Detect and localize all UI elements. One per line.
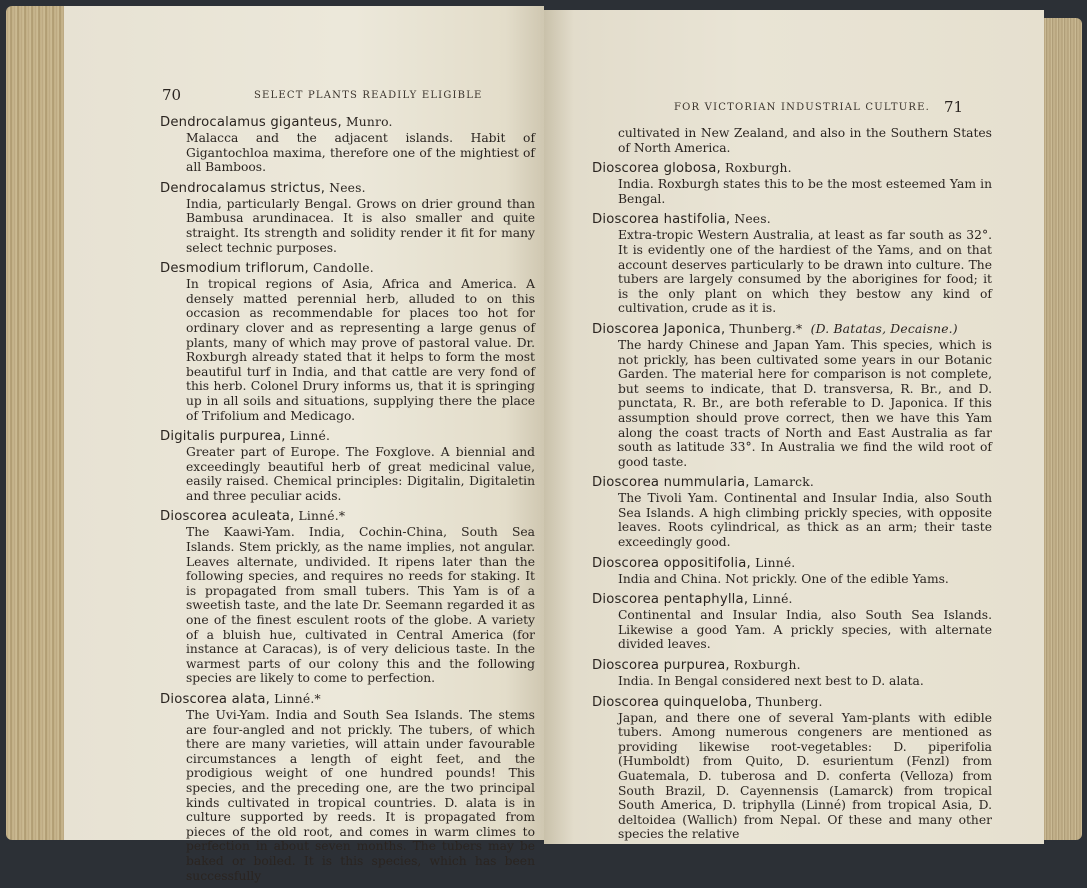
plant-entry: [160, 180, 535, 255]
plant-name: Dioscorea nummularia,: [592, 475, 750, 491]
plant-synonym: (D. Batatas, Decaisne.): [810, 321, 958, 336]
plant-name: Dendrocalamus giganteus,: [160, 115, 342, 130]
plant-description: Continental and Insular India, also South Sea Islands. Likewise a good Yam. A prickly species, with alternate divided leaves.: [618, 608, 992, 652]
plant-authority: Linné.: [750, 555, 796, 570]
plant-name: Dioscorea globosa,: [592, 161, 721, 177]
right-page: [544, 10, 1044, 844]
plant-entry: [592, 657, 992, 689]
plant-description: Extra-tropic Western Australia, at least as far south as 32°. It is evidently one of the hardiest of the Yams, and on that account deserves particularly to be drawn into culture. The tubers are largely consumed by the aborigines for food; it is the only plant on which they bestow any kind of cultivation, crude as it is.: [618, 228, 992, 316]
plant-description: Greater part of Europe. The Foxglove. A biennial and exceedingly beautiful herb of great medicinal value, easily raised. Chemical principles: Digitalin, Digitaletin and three peculiar acids.: [186, 445, 535, 503]
plant-name: Digitalis purpurea,: [160, 429, 286, 445]
plant-authority: Munro.: [341, 115, 393, 129]
page-content: [592, 126, 992, 847]
plant-authority: Linné.: [748, 592, 793, 607]
plant-entry: [592, 555, 992, 587]
plant-name: Dioscorea oppositifolia,: [592, 555, 751, 571]
plant-description: The hardy Chinese and Japan Yam. This species, which is not prickly, has been cultivated some years in our Botanic Garden. The material here for comparison is not complete, but seems to indicate, that D. transversa, R. Br., and D. punctata, R. Br., are both referable to D. Japonica. If this assumption should prove correct, then we have this Yam along the coast tracts of North and East Australia as far south as latitude 33°. In Australia we find the wild root of good taste.: [618, 337, 992, 469]
plant-name: Dioscorea Japonica,: [592, 321, 726, 337]
plant-name: Dioscorea purpurea,: [592, 658, 730, 674]
plant-name: Dioscorea aculeata,: [160, 509, 295, 525]
plant-authority: Linné.: [285, 429, 331, 444]
plant-name: Dioscorea quinqueloba,: [592, 694, 752, 710]
plant-description: The Tivoli Yam. Continental and Insular India, also South Sea Islands. A high climbing prickly species, with opposite leaves. Roots cylindrical, as thick as an arm; their taste exceedingly good.: [618, 491, 992, 550]
plant-entry: [160, 260, 535, 423]
continued-text: cultivated in New Zealand, and also in the Southern States of North America.: [618, 126, 992, 155]
plant-description: India. In Bengal considered next best to D. alata.: [618, 674, 924, 689]
plant-entry: [592, 694, 992, 842]
plant-authority: Nees.: [730, 212, 771, 227]
page-content: [160, 114, 535, 888]
right-page-edges: [1040, 18, 1082, 840]
plant-description: Japan, and there one of several Yam-plants with edible tubers. Among numerous congeners are mentioned as providing likewise root-vegetables: D. piperifolia (Humboldt) from Quito, D. esurientum (Fenzl) from Guatemala, D. tuberosa and D. conferta (Velloza) from South Brazil, D. Cayennensis (Lamarck) from tropical South America, D. triphylla (Linné) from tropical Asia, D. deltoidea (Wallich) from Nepal. Of these and many other species the relative: [618, 710, 992, 842]
plant-name: Dioscorea hastifolia,: [592, 212, 731, 228]
plant-authority: Roxburgh.: [729, 658, 801, 673]
plant-name: Dendrocalamus strictus,: [160, 180, 326, 196]
plant-description: The Uvi-Yam. India and South Sea Islands. The stems are four-angled and not prickly. The tubers, of which there are many varieties, will attain under favourable circumstances a length of eight feet, and the prodigious weight of one hundred pounds! This species, and the preceding one, are the two principal kinds cultivated in tropical countries. D. alata is in culture supported by reeds. It is propagated from pieces of the old root, and comes in warm climes to perfection in about seven months. The tubers may be baked or boiled. It is this species, which has been successfully: [186, 708, 535, 883]
plant-entry: [592, 591, 992, 652]
plant-name: Dioscorea pentaphylla,: [592, 592, 749, 608]
plant-authority: Linné.*: [294, 509, 346, 524]
plant-authority: Lamarck.: [749, 475, 814, 490]
plant-entry: [592, 160, 992, 206]
left-page-edges: [6, 6, 68, 840]
plant-description: The Kaawi-Yam. India, Cochin-China, South Sea Islands. Stem prickly, as the name implies, not angular. Leaves alternate, undivided. It ripens later than the following species, and requires no reeds for staking. It is propagated from small tubers. This Yam is of a sweetish taste, and the late Dr. Seemann regarded it as one of the finest esculent roots of the globe. A variety of a bluish hue, cultivated in Central America (for instance at Caracas), is of very delicious taste. In the warmest parts of our colony this and the following species are likely to come to perfection.: [186, 525, 535, 686]
page-number: 71: [944, 98, 964, 116]
page-number: 70: [162, 86, 182, 104]
plant-authority: Linné.*: [270, 692, 321, 706]
plant-description: India, particularly Bengal. Grows on drier ground than Bambusa arundinacea. It is also smaller and quite straight. Its strength and solidity render it fit for many select technic purposes.: [186, 196, 535, 255]
plant-authority: Candolle.: [308, 261, 374, 276]
plant-description: In tropical regions of Asia, Africa and America. A densely matted perennial herb, alluded to on this occasion as recommendable for places too hot for ordinary clover and as representing a large genus of plants, many of which may prove of pastoral value. Dr. Roxburgh already stated that it helps to form the most beautiful turf in India, and that cattle are very fond of this herb. Colonel Drury informs us, that it is springing up in all soils and situations, supplying there the place of Trifolium and Medicago.: [186, 277, 535, 423]
left-page: [64, 6, 544, 883]
running-head: SELECT PLANTS READILY ELIGIBLE: [254, 90, 483, 101]
plant-authority: Nees.: [325, 180, 366, 195]
plant-description: India and China. Not prickly. One of the edible Yams.: [618, 571, 949, 586]
plant-name: Desmodium triflorum,: [160, 261, 309, 277]
plant-description: India. Roxburgh states this to be the most esteemed Yam in Bengal.: [618, 177, 992, 206]
plant-entry: [160, 508, 535, 686]
plant-description: Malacca and the adjacent islands. Habit of Gigantochloa maxima, therefore one of the mightiest of all Bamboos.: [186, 131, 535, 175]
plant-entry: [160, 428, 535, 503]
plant-entry: [160, 691, 535, 883]
plant-authority: Thunberg.*: [725, 321, 803, 336]
plant-entry: [592, 211, 992, 316]
plant-authority: Thunberg.: [751, 694, 823, 709]
plant-authority: Roxburgh.: [720, 161, 792, 176]
plant-entry: [592, 321, 992, 469]
plant-name: Dioscorea alata,: [160, 692, 271, 707]
plant-entry: [592, 474, 992, 549]
running-head: FOR VICTORIAN INDUSTRIAL CULTURE.: [674, 102, 930, 113]
open-book: [6, 6, 1082, 883]
plant-entry: [160, 114, 535, 175]
